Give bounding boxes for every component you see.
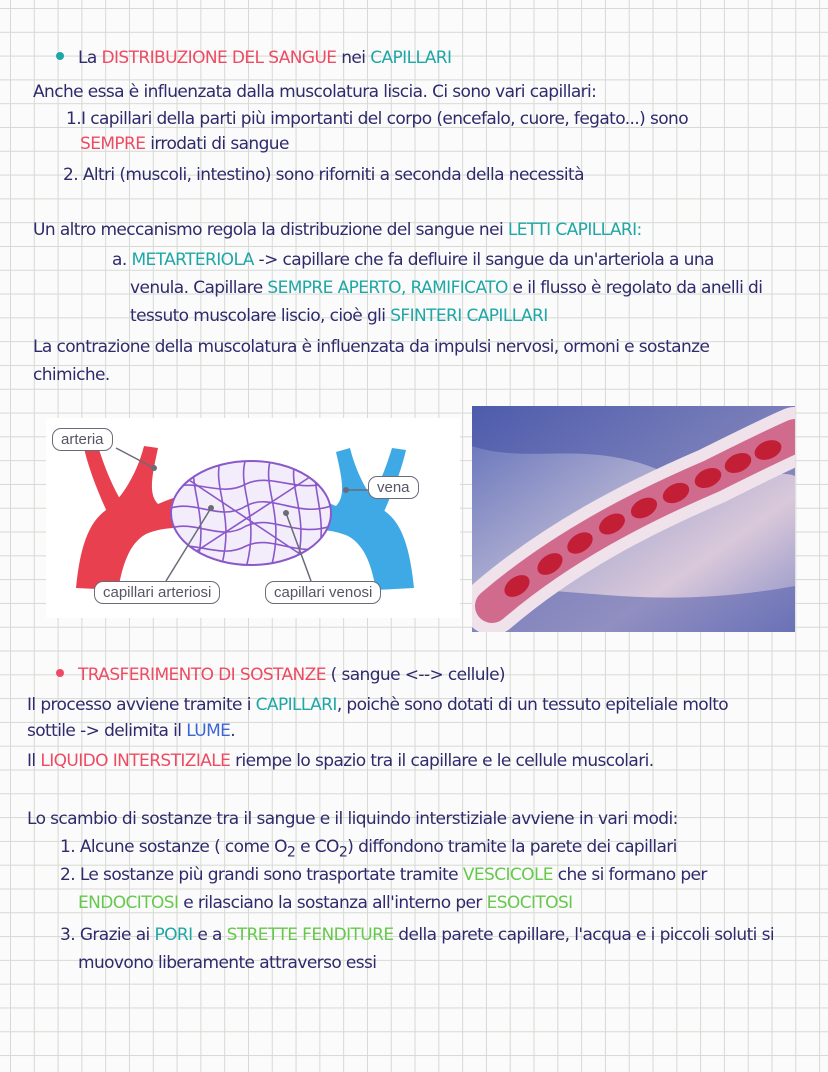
- highlight-green: ENDOCITOSI: [78, 893, 179, 913]
- label-capillari-arteriosi: capillari arteriosi: [94, 581, 220, 604]
- section1-heading: [56, 47, 451, 69]
- highlight-teal: CAPILLARI: [255, 695, 337, 715]
- text: , poichè sono dotati di un tessuto epiteliale molto: [336, 695, 729, 715]
- label-capillari-venosi: capillari venosi: [265, 581, 381, 604]
- text: .: [230, 721, 236, 741]
- highlight-teal: PORI: [154, 925, 193, 945]
- highlight-teal: SFINTERI CAPILLARI: [390, 306, 548, 326]
- text: ) diffondono tramite la parete dei capillari: [347, 837, 677, 857]
- section2-line: chimiche.: [33, 365, 110, 385]
- highlight-teal: LETTI CAPILLARI:: [507, 220, 642, 240]
- section3-line: [27, 750, 654, 772]
- capillary-bed-diagram: [46, 418, 460, 618]
- section3-line: [27, 694, 728, 716]
- heading-highlight-red: DISTRIBUZIONE DEL SANGUE: [101, 48, 337, 68]
- section4-intro: Lo scambio di sostanze tra il sangue e il liquindo interstiziale avviene in vari modi:: [27, 809, 678, 829]
- highlight-teal: METARTERIOLA: [131, 250, 254, 270]
- subscript: 2: [338, 844, 348, 861]
- text: irrodati di sangue: [145, 134, 289, 154]
- list-item: [60, 924, 774, 946]
- list-item-continuation: muovono liberamente attraverso essi: [78, 953, 377, 973]
- highlight-green: VESCICOLE: [462, 865, 553, 885]
- bullet-icon: [56, 52, 64, 60]
- list-item-continuation: [78, 892, 573, 914]
- text: e a: [192, 925, 227, 945]
- highlight-green: STRETTE FENDITURE: [226, 925, 394, 945]
- heading-text: La: [78, 48, 102, 68]
- section2-line: La contrazione della muscolatura è influenzata da impulsi nervosi, ormoni e sostanze: [33, 337, 710, 357]
- text: e il flusso è regolato da anelli di: [507, 278, 763, 298]
- list-item: [60, 864, 707, 886]
- text: sottile -> delimita il: [27, 721, 187, 741]
- text: tessuto muscolare liscio, cioè gli: [130, 306, 391, 326]
- highlight-teal: SEMPRE APERTO, RAMIFICATO: [267, 278, 508, 298]
- highlight-green: ESOCITOSI: [486, 893, 573, 913]
- text: venula. Capillare: [130, 278, 268, 298]
- section2-line: [130, 277, 762, 299]
- heading-highlight-red: TRASFERIMENTO DI SOSTANZE: [78, 665, 326, 685]
- section1-intro: Anche essa è influenzata dalla muscolatura liscia. Ci sono vari capillari:: [33, 82, 597, 102]
- text: e rilasciano la sostanza all'interno per: [178, 893, 487, 913]
- heading-text: ( sangue <--> cellule): [325, 665, 505, 685]
- text: 1. Alcune sostanze ( come O: [60, 837, 287, 857]
- section2-line: [130, 305, 548, 327]
- label-vena: vena: [368, 476, 419, 499]
- text: a.: [112, 250, 132, 270]
- text: Un altro meccanismo regola la distribuzione del sangue nei: [33, 220, 508, 240]
- text: della parete capillare, l'acqua e i piccoli soluti si: [393, 925, 774, 945]
- heading-text: nei: [336, 48, 371, 68]
- text: Il processo avviene tramite i: [27, 695, 256, 715]
- subscript: 2: [286, 844, 296, 861]
- heading-highlight-teal: CAPILLARI: [370, 48, 452, 68]
- highlight-red: SEMPRE: [80, 134, 146, 154]
- list-item-continuation: [80, 133, 289, 155]
- list-item: 2. Altri (muscoli, intestino) sono riforniti a seconda della necessità: [63, 165, 584, 185]
- section2-line: [112, 249, 714, 271]
- highlight-blue: LUME: [186, 721, 231, 741]
- text: che si formano per: [552, 865, 707, 885]
- label-arteria: arteria: [52, 428, 113, 451]
- text: 3. Grazie ai: [60, 925, 155, 945]
- capillary-micrograph: [472, 406, 795, 632]
- list-item: [60, 836, 677, 863]
- list-item: 1.I capillari della parti più importanti del corpo (encefalo, cuore, fegato...) sono: [66, 109, 689, 129]
- text: -> capillare che fa defluire il sangue da un'arteriola a una: [253, 250, 714, 270]
- text: 2. Le sostanze più grandi sono trasportate tramite: [60, 865, 463, 885]
- text: e CO: [295, 837, 339, 857]
- text: Il: [27, 751, 41, 771]
- section3-heading: [56, 664, 505, 686]
- bullet-icon: [56, 669, 64, 677]
- highlight-red: LIQUIDO INTERSTIZIALE: [40, 751, 231, 771]
- section2-line: [33, 219, 642, 241]
- text: riempe lo spazio tra il capillare e le cellule muscolari.: [230, 751, 654, 771]
- section3-line: [27, 720, 235, 742]
- micrograph-illustration: [472, 406, 795, 632]
